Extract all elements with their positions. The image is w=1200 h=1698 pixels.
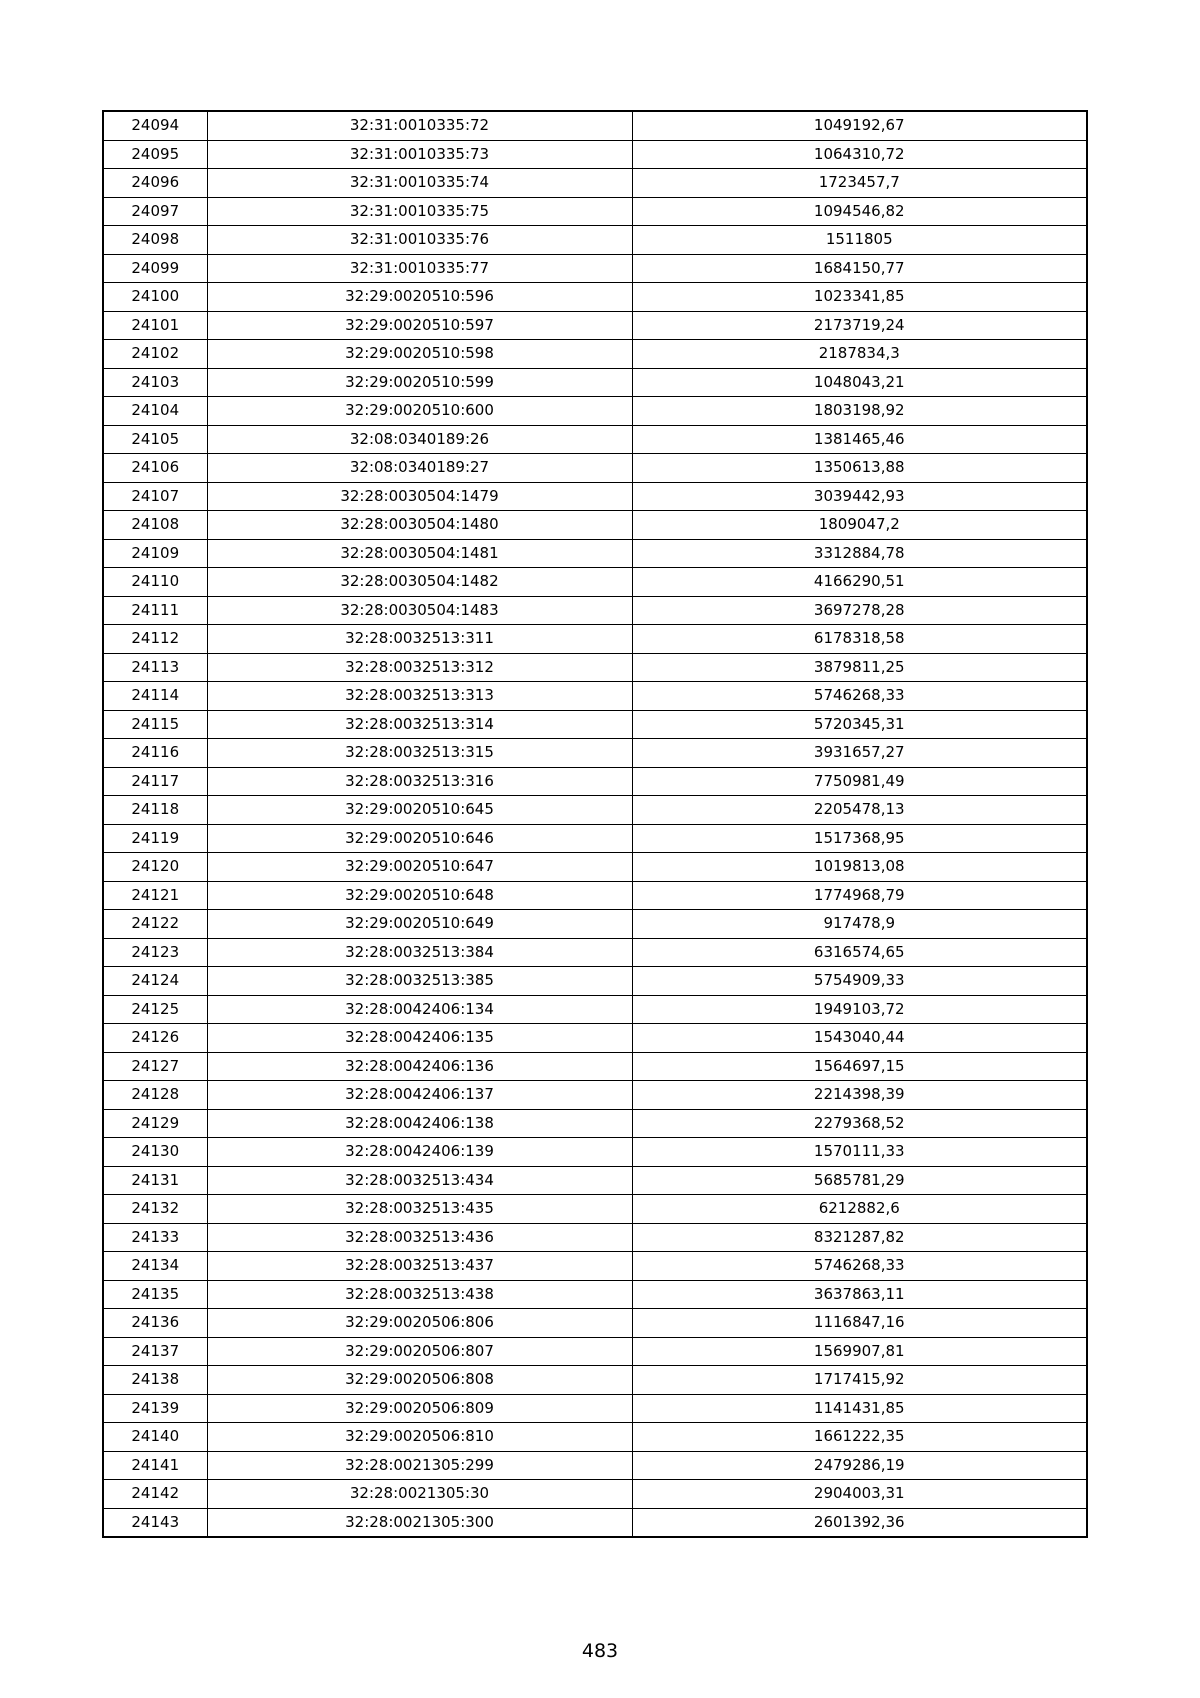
cadastral-value-cell: 1350613,88 [632,454,1087,483]
row-number-cell: 24137 [103,1337,207,1366]
table-row [103,1109,1087,1138]
row-number-cell: 24131 [103,1166,207,1195]
table-body [103,111,1087,1537]
cadastral-number-cell: 32:28:0042406:136 [207,1052,632,1081]
cadastral-number-cell: 32:31:0010335:74 [207,169,632,198]
row-number-cell: 24141 [103,1451,207,1480]
row-number-cell: 24129 [103,1109,207,1138]
cadastral-number-cell: 32:29:0020510:645 [207,796,632,825]
page-number: 483 [581,1640,619,1662]
table-row [103,796,1087,825]
row-number-cell: 24109 [103,539,207,568]
table-row [103,767,1087,796]
table-row [103,283,1087,312]
table-row [103,1309,1087,1338]
table-row [103,682,1087,711]
cadastral-number-cell: 32:28:0032513:315 [207,739,632,768]
table-row [103,368,1087,397]
cadastral-number-cell: 32:31:0010335:73 [207,140,632,169]
row-number-cell: 24113 [103,653,207,682]
cadastral-number-cell: 32:28:0021305:299 [207,1451,632,1480]
table-row [103,1138,1087,1167]
table-row [103,340,1087,369]
cadastral-number-cell: 32:31:0010335:75 [207,197,632,226]
table-row [103,1166,1087,1195]
cadastral-value-cell: 4166290,51 [632,568,1087,597]
cadastral-value-cell: 7750981,49 [632,767,1087,796]
cadastral-value-cell: 3879811,25 [632,653,1087,682]
cadastral-number-cell: 32:28:0030504:1482 [207,568,632,597]
cadastral-number-cell: 32:31:0010335:72 [207,111,632,140]
row-number-cell: 24110 [103,568,207,597]
table-row [103,1337,1087,1366]
cadastral-value-cell: 1570111,33 [632,1138,1087,1167]
cadastral-number-cell: 32:29:0020506:806 [207,1309,632,1338]
cadastral-number-cell: 32:28:0032513:437 [207,1252,632,1281]
cadastral-value-cell: 1116847,16 [632,1309,1087,1338]
cadastral-number-cell: 32:28:0021305:30 [207,1480,632,1509]
cadastral-value-cell: 3697278,28 [632,596,1087,625]
cadastral-value-cell: 1661222,35 [632,1423,1087,1452]
table-row [103,739,1087,768]
table-row [103,881,1087,910]
table-row [103,1508,1087,1537]
table-row [103,1423,1087,1452]
cadastral-value-cell: 1949103,72 [632,995,1087,1024]
table-row [103,1366,1087,1395]
cadastral-number-cell: 32:29:0020510:600 [207,397,632,426]
row-number-cell: 24120 [103,853,207,882]
table-row [103,653,1087,682]
cadastral-number-cell: 32:28:0032513:435 [207,1195,632,1224]
table-row [103,1024,1087,1053]
cadastral-value-cell: 3931657,27 [632,739,1087,768]
cadastral-value-cell: 1019813,08 [632,853,1087,882]
row-number-cell: 24125 [103,995,207,1024]
cadastral-value-cell: 2205478,13 [632,796,1087,825]
cadastral-number-cell: 32:29:0020510:596 [207,283,632,312]
table-row [103,482,1087,511]
table-row [103,710,1087,739]
row-number-cell: 24101 [103,311,207,340]
table-row [103,1252,1087,1281]
cadastral-value-cell: 5754909,33 [632,967,1087,996]
cadastral-number-cell: 32:28:0042406:139 [207,1138,632,1167]
cadastral-value-cell: 1809047,2 [632,511,1087,540]
cadastral-value-cell: 1774968,79 [632,881,1087,910]
cadastral-value-cell: 3039442,93 [632,482,1087,511]
cadastral-value-cell: 1517368,95 [632,824,1087,853]
cadastral-value-table [102,110,1088,1538]
row-number-cell: 24096 [103,169,207,198]
table-row [103,539,1087,568]
cadastral-number-cell: 32:28:0032513:313 [207,682,632,711]
cadastral-value-cell: 1543040,44 [632,1024,1087,1053]
cadastral-value-cell: 917478,9 [632,910,1087,939]
row-number-cell: 24124 [103,967,207,996]
table-row [103,853,1087,882]
cadastral-value-cell: 2279368,52 [632,1109,1087,1138]
cadastral-number-cell: 32:29:0020506:807 [207,1337,632,1366]
table-row [103,197,1087,226]
cadastral-value-cell: 1381465,46 [632,425,1087,454]
row-number-cell: 24097 [103,197,207,226]
table-row [103,1081,1087,1110]
row-number-cell: 24116 [103,739,207,768]
cadastral-number-cell: 32:29:0020506:809 [207,1394,632,1423]
cadastral-number-cell: 32:31:0010335:77 [207,254,632,283]
table-row [103,397,1087,426]
row-number-cell: 24115 [103,710,207,739]
table-row [103,995,1087,1024]
table-row [103,511,1087,540]
row-number-cell: 24111 [103,596,207,625]
cadastral-number-cell: 32:28:0032513:385 [207,967,632,996]
row-number-cell: 24140 [103,1423,207,1452]
table-row [103,967,1087,996]
table-row [103,938,1087,967]
cadastral-value-cell: 1141431,85 [632,1394,1087,1423]
cadastral-number-cell: 32:28:0042406:137 [207,1081,632,1110]
cadastral-number-cell: 32:29:0020510:598 [207,340,632,369]
cadastral-number-cell: 32:28:0030504:1480 [207,511,632,540]
cadastral-value-cell: 1064310,72 [632,140,1087,169]
table-row [103,568,1087,597]
cadastral-value-cell: 1803198,92 [632,397,1087,426]
row-number-cell: 24133 [103,1223,207,1252]
row-number-cell: 24132 [103,1195,207,1224]
row-number-cell: 24105 [103,425,207,454]
cadastral-number-cell: 32:29:0020510:647 [207,853,632,882]
table-row [103,596,1087,625]
table-row [103,625,1087,654]
cadastral-number-cell: 32:28:0032513:316 [207,767,632,796]
cadastral-value-cell: 1023341,85 [632,283,1087,312]
cadastral-number-cell: 32:31:0010335:76 [207,226,632,255]
cadastral-value-cell: 2214398,39 [632,1081,1087,1110]
cadastral-value-cell: 1048043,21 [632,368,1087,397]
cadastral-number-cell: 32:28:0042406:138 [207,1109,632,1138]
cadastral-number-cell: 32:28:0030504:1483 [207,596,632,625]
cadastral-value-cell: 6178318,58 [632,625,1087,654]
row-number-cell: 24106 [103,454,207,483]
row-number-cell: 24099 [103,254,207,283]
row-number-cell: 24095 [103,140,207,169]
row-number-cell: 24122 [103,910,207,939]
row-number-cell: 24121 [103,881,207,910]
cadastral-value-cell: 2479286,19 [632,1451,1087,1480]
cadastral-value-cell: 5746268,33 [632,1252,1087,1281]
cadastral-value-cell: 3637863,11 [632,1280,1087,1309]
cadastral-value-cell: 1094546,82 [632,197,1087,226]
cadastral-value-cell: 1569907,81 [632,1337,1087,1366]
row-number-cell: 24119 [103,824,207,853]
cadastral-value-cell: 1511805 [632,226,1087,255]
table-row [103,425,1087,454]
cadastral-value-cell: 3312884,78 [632,539,1087,568]
row-number-cell: 24102 [103,340,207,369]
row-number-cell: 24126 [103,1024,207,1053]
cadastral-number-cell: 32:08:0340189:26 [207,425,632,454]
cadastral-value-cell: 1564697,15 [632,1052,1087,1081]
row-number-cell: 24104 [103,397,207,426]
table-row [103,226,1087,255]
row-number-cell: 24143 [103,1508,207,1537]
cadastral-number-cell: 32:29:0020510:597 [207,311,632,340]
cadastral-number-cell: 32:29:0020506:810 [207,1423,632,1452]
cadastral-value-cell: 5720345,31 [632,710,1087,739]
table-row [103,824,1087,853]
row-number-cell: 24118 [103,796,207,825]
cadastral-number-cell: 32:28:0032513:434 [207,1166,632,1195]
cadastral-number-cell: 32:29:0020510:649 [207,910,632,939]
cadastral-value-cell: 8321287,82 [632,1223,1087,1252]
row-number-cell: 24136 [103,1309,207,1338]
cadastral-number-cell: 32:28:0021305:300 [207,1508,632,1537]
cadastral-value-cell: 1717415,92 [632,1366,1087,1395]
cadastral-value-cell: 2904003,31 [632,1480,1087,1509]
table-row [103,140,1087,169]
table-row [103,111,1087,140]
table-row [103,454,1087,483]
cadastral-value-cell: 1684150,77 [632,254,1087,283]
row-number-cell: 24094 [103,111,207,140]
row-number-cell: 24130 [103,1138,207,1167]
table-row [103,254,1087,283]
row-number-cell: 24114 [103,682,207,711]
cadastral-value-cell: 2173719,24 [632,311,1087,340]
row-number-cell: 24134 [103,1252,207,1281]
table-row [103,1052,1087,1081]
cadastral-number-cell: 32:29:0020506:808 [207,1366,632,1395]
cadastral-number-cell: 32:28:0032513:438 [207,1280,632,1309]
row-number-cell: 24135 [103,1280,207,1309]
cadastral-number-cell: 32:28:0032513:312 [207,653,632,682]
row-number-cell: 24112 [103,625,207,654]
table-row [103,1223,1087,1252]
row-number-cell: 24127 [103,1052,207,1081]
cadastral-number-cell: 32:28:0032513:314 [207,710,632,739]
row-number-cell: 24128 [103,1081,207,1110]
cadastral-number-cell: 32:29:0020510:648 [207,881,632,910]
row-number-cell: 24100 [103,283,207,312]
cadastral-value-cell: 6212882,6 [632,1195,1087,1224]
cadastral-number-cell: 32:29:0020510:646 [207,824,632,853]
table-row [103,311,1087,340]
cadastral-value-cell: 1049192,67 [632,111,1087,140]
cadastral-number-cell: 32:29:0020510:599 [207,368,632,397]
table-row [103,1280,1087,1309]
row-number-cell: 24139 [103,1394,207,1423]
cadastral-number-cell: 32:28:0042406:135 [207,1024,632,1053]
table-row [103,1195,1087,1224]
cadastral-number-cell: 32:28:0032513:384 [207,938,632,967]
row-number-cell: 24142 [103,1480,207,1509]
cadastral-value-cell: 5746268,33 [632,682,1087,711]
cadastral-number-cell: 32:28:0032513:311 [207,625,632,654]
cadastral-number-cell: 32:28:0032513:436 [207,1223,632,1252]
cadastral-value-cell: 2601392,36 [632,1508,1087,1537]
cadastral-number-cell: 32:28:0030504:1479 [207,482,632,511]
row-number-cell: 24108 [103,511,207,540]
row-number-cell: 24098 [103,226,207,255]
row-number-cell: 24138 [103,1366,207,1395]
cadastral-value-cell: 5685781,29 [632,1166,1087,1195]
table-row [103,1451,1087,1480]
row-number-cell: 24107 [103,482,207,511]
cadastral-value-cell: 2187834,3 [632,340,1087,369]
cadastral-number-cell: 32:08:0340189:27 [207,454,632,483]
row-number-cell: 24123 [103,938,207,967]
table-row [103,169,1087,198]
table-row [103,910,1087,939]
cadastral-value-cell: 1723457,7 [632,169,1087,198]
table-row [103,1394,1087,1423]
cadastral-value-cell: 6316574,65 [632,938,1087,967]
table-row [103,1480,1087,1509]
cadastral-number-cell: 32:28:0030504:1481 [207,539,632,568]
row-number-cell: 24103 [103,368,207,397]
row-number-cell: 24117 [103,767,207,796]
cadastral-number-cell: 32:28:0042406:134 [207,995,632,1024]
